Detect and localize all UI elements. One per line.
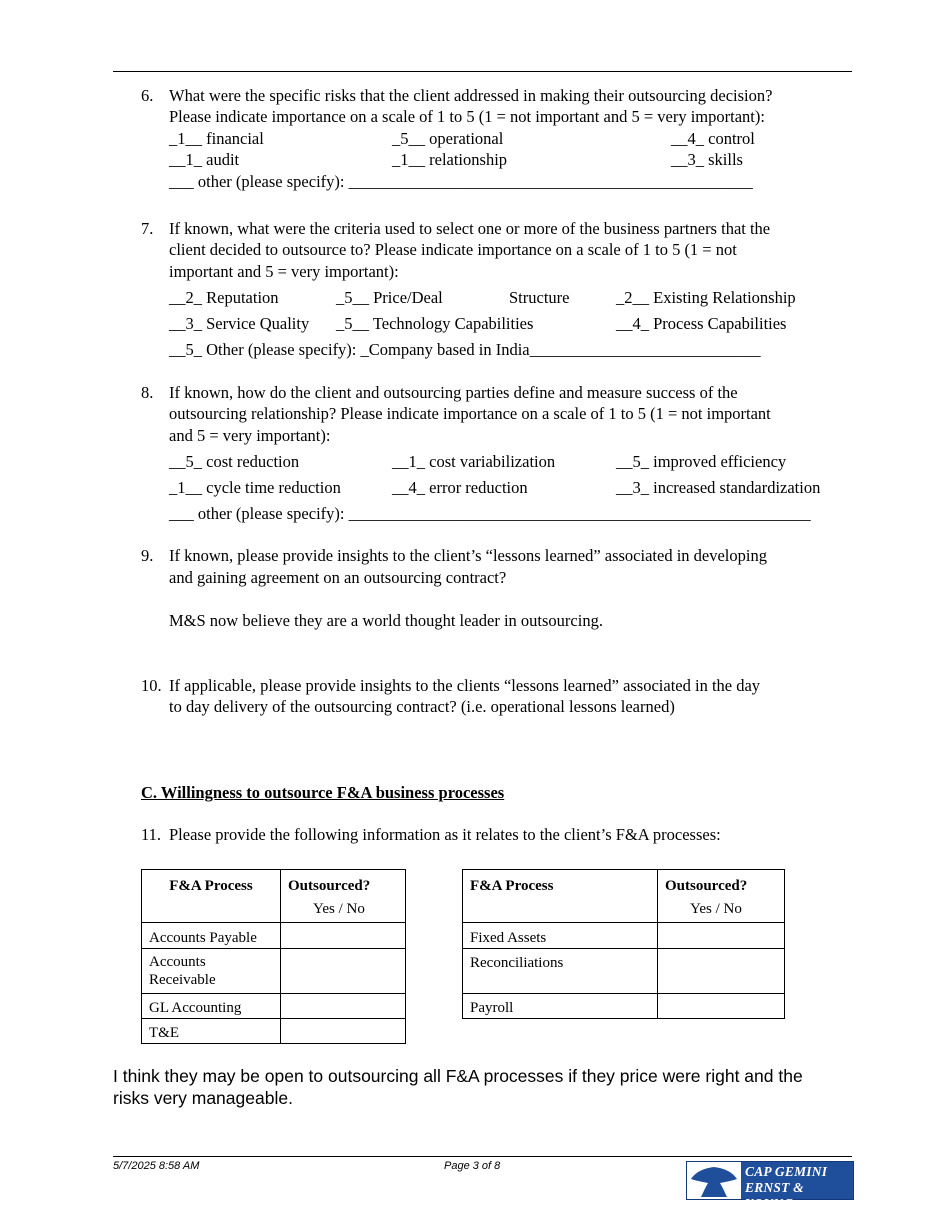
section-heading: C. Willingness to outsource F&A business processes xyxy=(141,783,505,802)
question-number: 7. xyxy=(141,219,154,238)
process-name xyxy=(142,949,281,994)
header-rule xyxy=(113,71,852,72)
question-text: What were the specific risks that the client addressed in making their outsourcing decision? xyxy=(169,86,773,105)
other-field: ___ other (please specify): _________________________________________________ xyxy=(169,172,753,191)
column-header xyxy=(281,870,406,923)
process-name: GL Accounting xyxy=(142,994,281,1019)
question-text: and gaining agreement on an outsourcing contract? xyxy=(169,568,507,587)
outsourced-cell[interactable] xyxy=(281,1019,406,1044)
yes-no-label: Yes / No xyxy=(690,901,742,917)
rating-item: _1__ relationship xyxy=(392,150,508,169)
other-field: ___ other (please specify): ________________________________________________________ xyxy=(169,504,811,523)
rating-item: _5__ Technology Capabilities xyxy=(336,314,534,333)
process-name: T&E xyxy=(142,1019,281,1044)
outsourced-cell[interactable] xyxy=(658,923,785,949)
column-header: F&A Process xyxy=(142,870,281,923)
rating-item: _2__ Existing Relationship xyxy=(616,288,796,307)
logo-line: CAP GEMINI xyxy=(745,1164,828,1179)
fa-process-table-right xyxy=(462,869,785,1019)
process-name: Accounts Payable xyxy=(142,923,281,949)
outsourced-cell[interactable] xyxy=(658,994,785,1019)
logo-line: ERNST & YOUNG xyxy=(745,1180,804,1211)
footer-rule xyxy=(113,1156,852,1157)
spade-icon xyxy=(687,1162,743,1199)
table-row xyxy=(142,1019,406,1044)
process-name-line: Receivable xyxy=(149,972,216,988)
outsourced-cell[interactable] xyxy=(281,923,406,949)
footer-page-number: Page 3 of 8 xyxy=(444,1160,501,1172)
outsourced-header: Outsourced? xyxy=(288,878,371,894)
rating-item: __2_ Reputation xyxy=(169,288,279,307)
company-logo xyxy=(686,1161,854,1211)
outsourced-cell[interactable] xyxy=(658,949,785,994)
rating-item: __3_ increased standardization xyxy=(616,478,821,497)
question-text: outsourcing relationship? Please indicate importance on a scale of 1 to 5 (1 = not important xyxy=(169,404,771,423)
question-text: important and 5 = very important): xyxy=(169,262,399,281)
logo-wordmark xyxy=(745,1164,853,1212)
process-name: Reconciliations xyxy=(463,949,658,994)
rating-item: _1__ financial xyxy=(169,129,264,148)
question-text: to day delivery of the outsourcing contract? (i.e. operational lessons learned) xyxy=(169,697,675,716)
rating-item: __3_ Service Quality xyxy=(169,314,310,333)
table-row xyxy=(463,923,785,949)
footer-datetime: 5/7/2025 8:58 AM xyxy=(113,1160,200,1172)
outsourced-cell[interactable] xyxy=(281,949,406,994)
process-name: Fixed Assets xyxy=(463,923,658,949)
other-field: __5_ Other (please specify): _Company based in India____________________________ xyxy=(169,340,761,359)
question-number: 11. xyxy=(141,825,162,844)
column-header xyxy=(658,870,785,923)
question-text: If applicable, please provide insights to the clients “lessons learned” associated in the day xyxy=(169,676,761,695)
question-text: Please provide the following information as it relates to the client’s F&A processes: xyxy=(169,825,721,844)
column-header: F&A Process xyxy=(463,870,658,923)
yes-no-label: Yes / No xyxy=(313,901,365,917)
rating-item: __4_ control xyxy=(671,129,755,148)
table-row xyxy=(463,994,785,1019)
question-text: Please indicate importance on a scale of 1 to 5 (1 = not important and 5 = very important): xyxy=(169,107,765,126)
question-text: and 5 = very important): xyxy=(169,426,331,445)
outsourced-cell[interactable] xyxy=(281,994,406,1019)
rating-item: _1__ cycle time reduction xyxy=(169,478,341,497)
question-text: If known, what were the criteria used to select one or more of the business partners that the xyxy=(169,219,771,238)
outsourced-header: Outsourced? xyxy=(665,878,748,894)
note-line: risks very manageable. xyxy=(113,1088,293,1108)
rating-item: __1_ cost variabilization xyxy=(392,452,556,471)
question-number: 6. xyxy=(141,86,154,105)
question-number: 8. xyxy=(141,383,154,402)
question-text: If known, please provide insights to the client’s “lessons learned” associated in developing xyxy=(169,546,767,565)
process-name-line: Accounts xyxy=(149,954,206,970)
question-number: 9. xyxy=(141,546,154,565)
table-row xyxy=(142,994,406,1019)
rating-item: _5__ operational xyxy=(392,129,504,148)
rating-item: __5_ cost reduction xyxy=(169,452,300,471)
process-name: Payroll xyxy=(463,994,658,1019)
answer-text: M&S now believe they are a world thought leader in outsourcing. xyxy=(169,611,603,630)
question-text: client decided to outsource to? Please indicate importance on a scale of 1 to 5 (1 = not xyxy=(169,240,737,259)
rating-item: __4_ error reduction xyxy=(392,478,528,497)
fa-process-table-left xyxy=(141,869,406,1044)
rating-item: __4_ Process Capabilities xyxy=(616,314,787,333)
rating-item: _5__ Price/Deal xyxy=(336,288,443,307)
table-row xyxy=(142,923,406,949)
rating-item: __3_ skills xyxy=(671,150,743,169)
question-number: 10. xyxy=(141,676,162,695)
rating-item: Structure xyxy=(509,288,570,307)
rating-item: __1_ audit xyxy=(169,150,240,169)
question-text: If known, how do the client and outsourcing parties define and measure success of the xyxy=(169,383,738,402)
note-line: I think they may be open to outsourcing all F&A processes if they price were right and the xyxy=(113,1066,803,1086)
table-row xyxy=(142,949,406,994)
rating-item: __5_ improved efficiency xyxy=(616,452,787,471)
table-row xyxy=(463,949,785,994)
